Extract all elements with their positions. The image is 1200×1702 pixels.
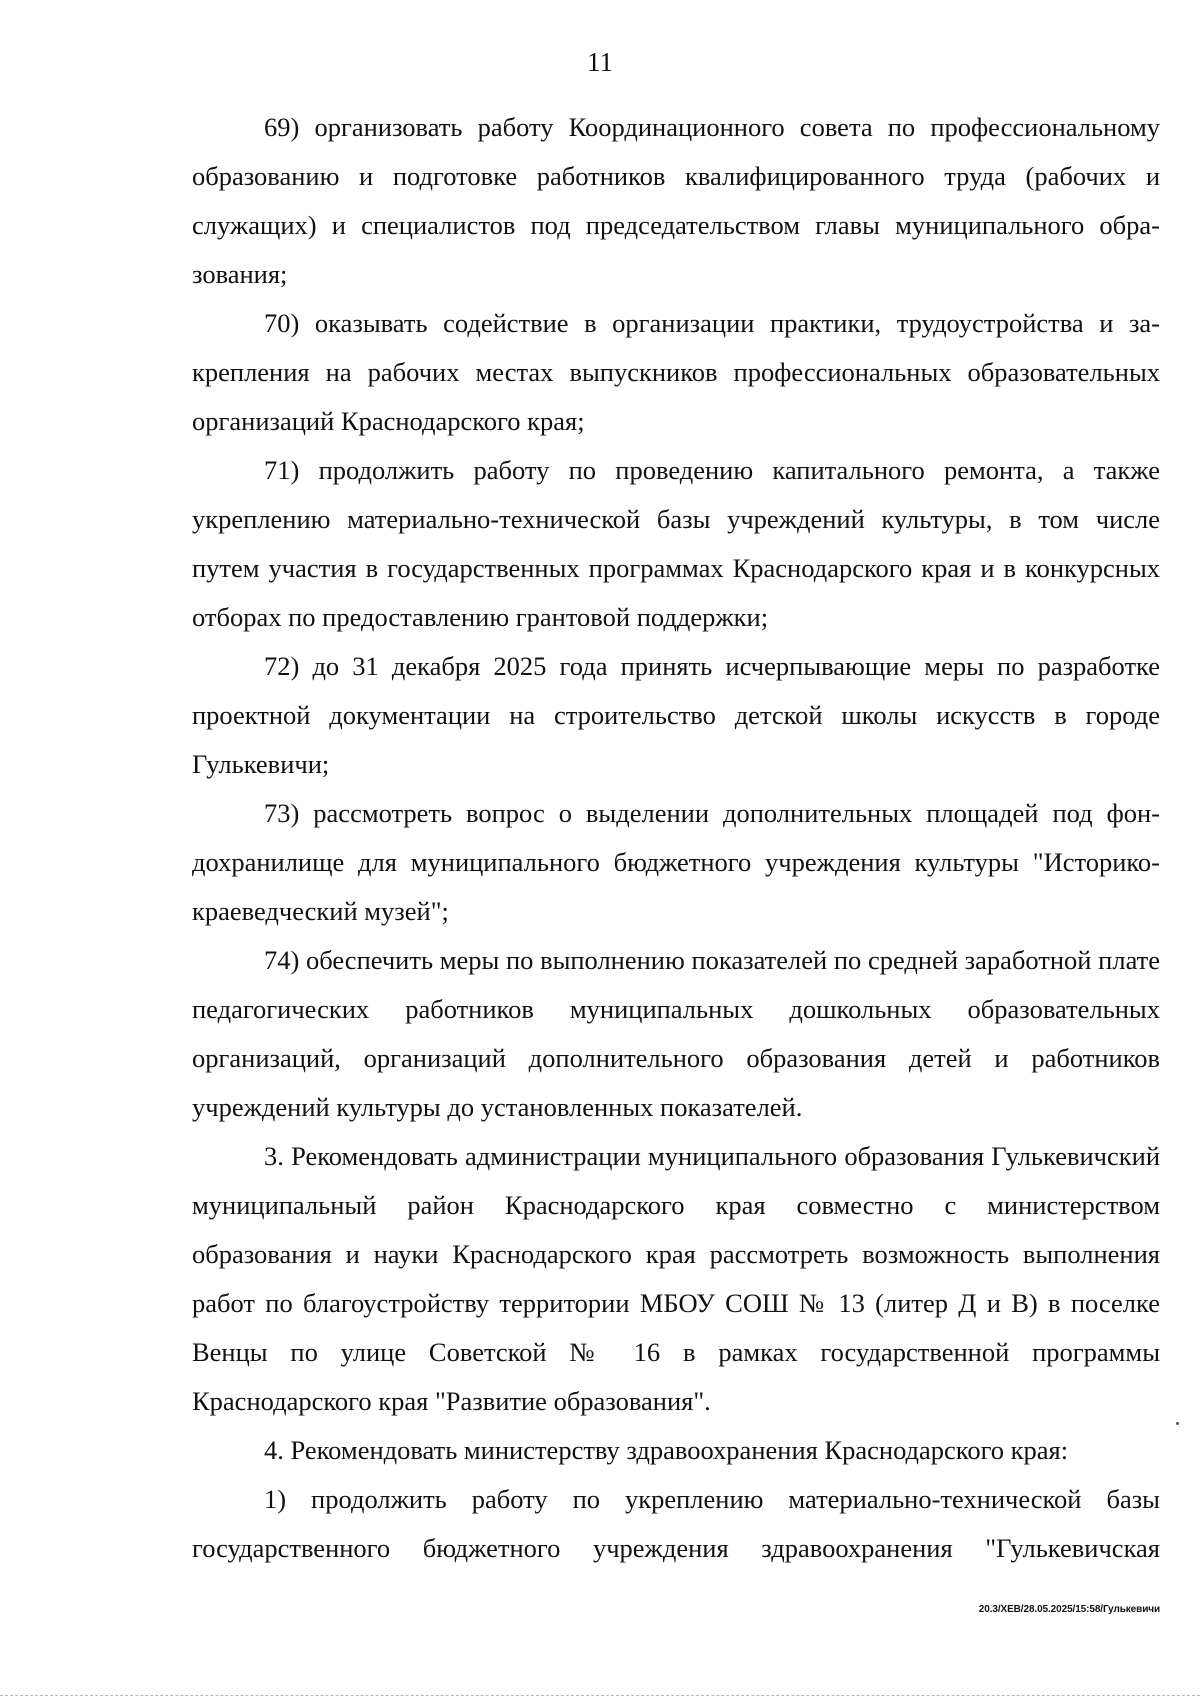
item-69-paragraph: 69) организовать работу Координационного совета по профессиональному образованию и подготовке работников квалифицированного труда (рабочих и служащих) и специалистов под председательством главы муниципального образования;: [192, 112, 1160, 289]
document-body: [192, 103, 1160, 1573]
section-3-paragraph: 3. Рекомендовать администрации муниципального образования Гулькевичский муниципальный район Краснодарского края совместно с министерством образования и науки Краснодарского края рассмотреть возможность выполнения работ по благоустройству территории МБОУ СОШ № 13 (литер Д и В) в поселке Венцы по улице Советской № 16 в рамках государственной программы Краснодарского края "Развитие образования".: [192, 1141, 1160, 1416]
item-71-paragraph: 71) продолжить работу по проведению капитального ремонта, а также укреплению материально-технической базы учреждений культуры, в том числе путем участия в государственных программах Краснодарского края и в конкурсных отборах по предоставлению грантовой поддержки;: [192, 455, 1160, 632]
section-4-item-1-paragraph: 1) продолжить работу по укреплению материально-технической базы государственного бюджетного учреждения здравоохранения "Гулькевичская: [192, 1484, 1160, 1563]
item-72-paragraph: 72) до 31 декабря 2025 года принять исчерпывающие меры по разработке проектной документации на строительство детской школы искусств в городе Гулькевичи;: [192, 651, 1160, 779]
scan-dot-mark: [1176, 1422, 1179, 1425]
item-70-paragraph: 70) оказывать содействие в организации практики, трудоустройства и закрепления на рабочих местах выпускников профессиональных образовательных организаций Краснодарского края;: [192, 308, 1160, 436]
document-stamp: 20.3/ХЕВ/28.05.2025/15:58/Гулькевичи: [978, 1604, 1160, 1615]
section-4-paragraph: 4. Рекомендовать министерству здравоохранения Краснодарского края:: [264, 1435, 1069, 1465]
page-number: 11: [587, 47, 613, 77]
item-73-paragraph: 73) рассмотреть вопрос о выделении дополнительных площадей под фондохранилище для муниципального бюджетного учреждения культуры "Историко-краеведческий музей";: [192, 798, 1160, 926]
scan-edge-line: [0, 1695, 1200, 1696]
item-74-paragraph: 74) обеспечить меры по выполнению показателей по средней заработной плате педагогических работников муниципальных дошкольных образовательных организаций, организаций дополнительного образования детей и работников учреждений культуры до установленных показателей.: [192, 945, 1160, 1122]
